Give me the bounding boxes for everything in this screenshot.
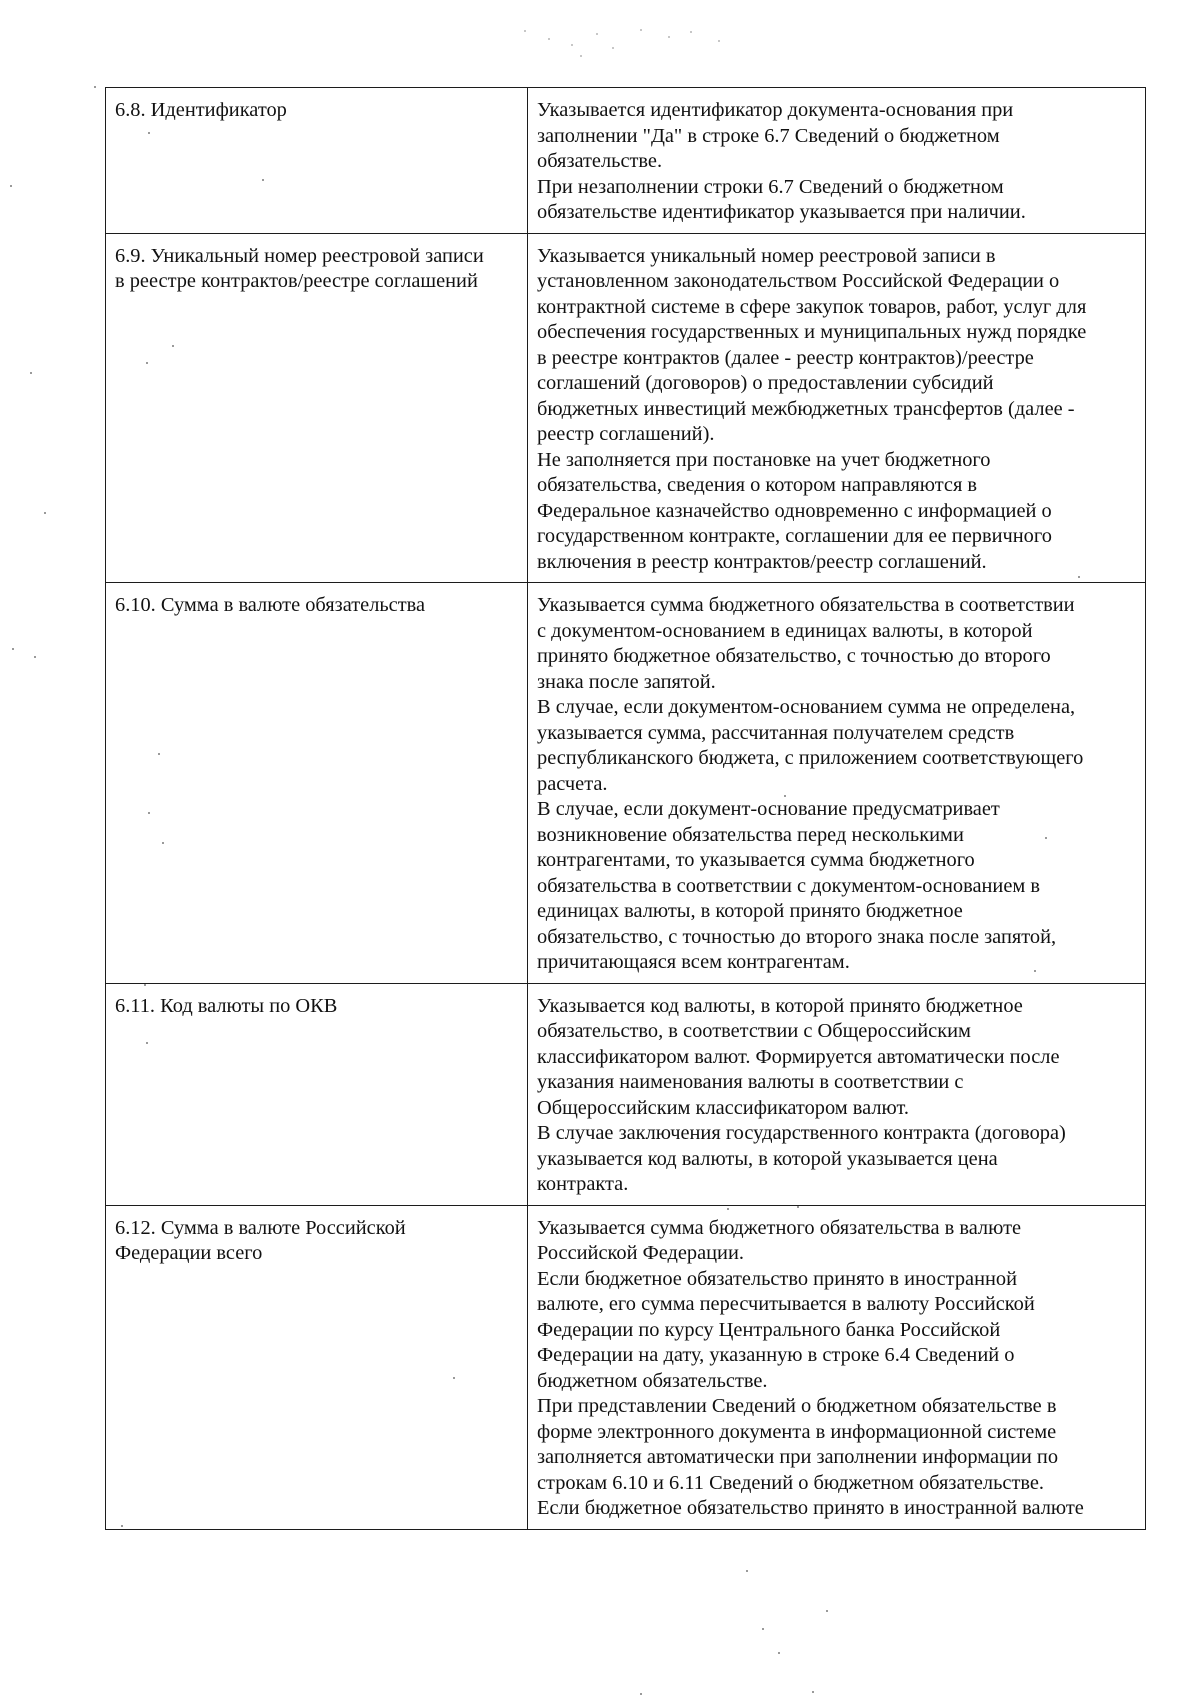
row-label-line: в реестре контрактов/реестре соглашений <box>115 270 478 292</box>
row-description-line: Если бюджетное обязательство принято в иностранной <box>537 1267 1018 1290</box>
row-description-line: контрагентами, то указывается сумма бюджетного <box>537 849 975 871</box>
row-description-line: расчета. <box>537 772 608 795</box>
row-description-line: форме электронного документа в информационной системе <box>537 1420 1057 1443</box>
row-description-line: При незаполнении строки 6.7 Сведений о бюджетном <box>537 175 1004 198</box>
row-description-cell <box>528 88 1146 234</box>
row-description-cell <box>528 1205 1146 1529</box>
row-description-line: Указывается идентификатор документа-основания при <box>537 99 1014 121</box>
row-description-line: причитающаяся всем контрагентам. <box>537 951 850 973</box>
row-description-line: заполнении "Да" в строке 6.7 Сведений о бюджетном <box>537 124 1000 147</box>
row-description-line: классификатором валют. Формируется автоматически после <box>537 1045 1060 1068</box>
row-description-line: Указывается сумма бюджетного обязательства в валюте <box>537 1216 1022 1239</box>
row-description-cell <box>528 983 1146 1205</box>
row-description-line: указывается сумма, рассчитанная получателем средств <box>537 721 1015 744</box>
row-description-line: обеспечения государственных и муниципальных нужд порядке <box>537 321 1087 343</box>
row-description-line: соглашений (договоров) о предоставлении субсидий <box>537 372 994 394</box>
row-description-line: бюджетных инвестиций межбюджетных трансфертов (далее - <box>537 397 1075 420</box>
row-description-line: указывается код валюты, в которой указывается цена <box>537 1147 998 1170</box>
row-description-line: принято бюджетное обязательство, с точностью до второго <box>537 645 1051 667</box>
row-label-cell <box>106 1205 528 1529</box>
row-description-line: заполняется автоматически при заполнении информации по <box>537 1446 1059 1468</box>
row-description-line: в реестре контрактов (далее - реестр контрактов)/реестре <box>537 346 1034 369</box>
row-description-line: единицах валюты, в которой принято бюджетное <box>537 900 963 922</box>
row-description-line: контрактной системе в сфере закупок товаров, работ, услуг для <box>537 295 1087 318</box>
row-description-line: контракта. <box>537 1173 629 1195</box>
row-description-line: Если бюджетное обязательство принято в иностранной валюте <box>537 1497 1084 1519</box>
row-description-line: Федерации на дату, указанную в строке 6.4 Сведений о <box>537 1344 1015 1366</box>
row-label-cell <box>106 583 528 984</box>
row-description-line: обязательства, сведения о котором направляются в <box>537 474 978 496</box>
specification-table <box>105 87 1146 1530</box>
row-description-line: Не заполняется при постановке на учет бюджетного <box>537 448 991 471</box>
row-description-line: государственном контракте, соглашении для ее первичного <box>537 525 1052 547</box>
table-row <box>106 1205 1146 1529</box>
row-label-cell <box>106 983 528 1205</box>
row-description-line: Указывается уникальный номер реестровой записи в <box>537 244 996 267</box>
row-description-line: включения в реестр контрактов/реестр соглашений. <box>537 550 987 573</box>
row-label-line: 6.8. Идентификатор <box>115 99 287 121</box>
row-description-cell <box>528 583 1146 984</box>
row-description-line: При представлении Сведений о бюджетном обязательстве в <box>537 1395 1057 1417</box>
row-description-line: Федерации по курсу Центрального банка Российской <box>537 1318 1001 1341</box>
row-description-line: обязательстве идентификатор указывается при наличии. <box>537 201 1026 223</box>
row-label-line: 6.9. Уникальный номер реестровой записи <box>115 244 484 267</box>
row-description-line: В случае, если документ-основание предусматривает <box>537 798 1000 820</box>
row-description-line: с документом-основанием в единицах валюты, в которой <box>537 619 1033 642</box>
row-description-line: обязательства в соответствии с документом-основанием в <box>537 874 1041 897</box>
row-description-line: строкам 6.10 и 6.11 Сведений о бюджетном обязательстве. <box>537 1471 1045 1494</box>
row-label-cell <box>106 233 528 583</box>
row-description-line: В случае заключения государственного контракта (договора) <box>537 1122 1066 1144</box>
row-label-line: Федерации всего <box>115 1242 263 1264</box>
row-description-line: Общероссийским классификатором валют. <box>537 1096 909 1119</box>
row-description-line: обязательство, с точностью до второго знака после запятой, <box>537 925 1057 948</box>
row-description-line: Российской Федерации. <box>537 1242 744 1264</box>
row-description-line: обязательстве. <box>537 150 663 172</box>
row-description-line: реестр соглашений). <box>537 423 715 445</box>
row-description-line: возникновение обязательства перед несколькими <box>537 823 964 846</box>
table-row <box>106 88 1146 234</box>
row-description-line: В случае, если документом-основанием сумма не определена, <box>537 696 1076 718</box>
row-description-line: Указывается код валюты, в которой принято бюджетное <box>537 994 1023 1017</box>
table-row <box>106 983 1146 1205</box>
row-description-line: валюте, его сумма пересчитывается в валюту Российской <box>537 1293 1035 1315</box>
table-row <box>106 583 1146 984</box>
row-description-line: знака после запятой. <box>537 670 716 693</box>
row-description-line: бюджетном обязательстве. <box>537 1369 768 1392</box>
table-row <box>106 233 1146 583</box>
row-description-line: указания наименования валюты в соответствии с <box>537 1071 964 1093</box>
row-description-line: установленном законодательством Российской Федерации о <box>537 270 1060 292</box>
row-label-line: 6.11. Код валюты по ОКВ <box>115 994 338 1017</box>
row-label-line: 6.10. Сумма в валюте обязательства <box>115 594 426 616</box>
row-description-line: обязательство, в соответствии с Общероссийским <box>537 1020 971 1042</box>
row-description-cell <box>528 233 1146 583</box>
row-label-line: 6.12. Сумма в валюте Российской <box>115 1216 406 1239</box>
row-description-line: республиканского бюджета, с приложением соответствующего <box>537 747 1084 769</box>
row-description-line: Федеральное казначейство одновременно с информацией о <box>537 499 1052 522</box>
row-label-cell <box>106 88 528 234</box>
row-description-line: Указывается сумма бюджетного обязательства в соответствии <box>537 594 1075 616</box>
